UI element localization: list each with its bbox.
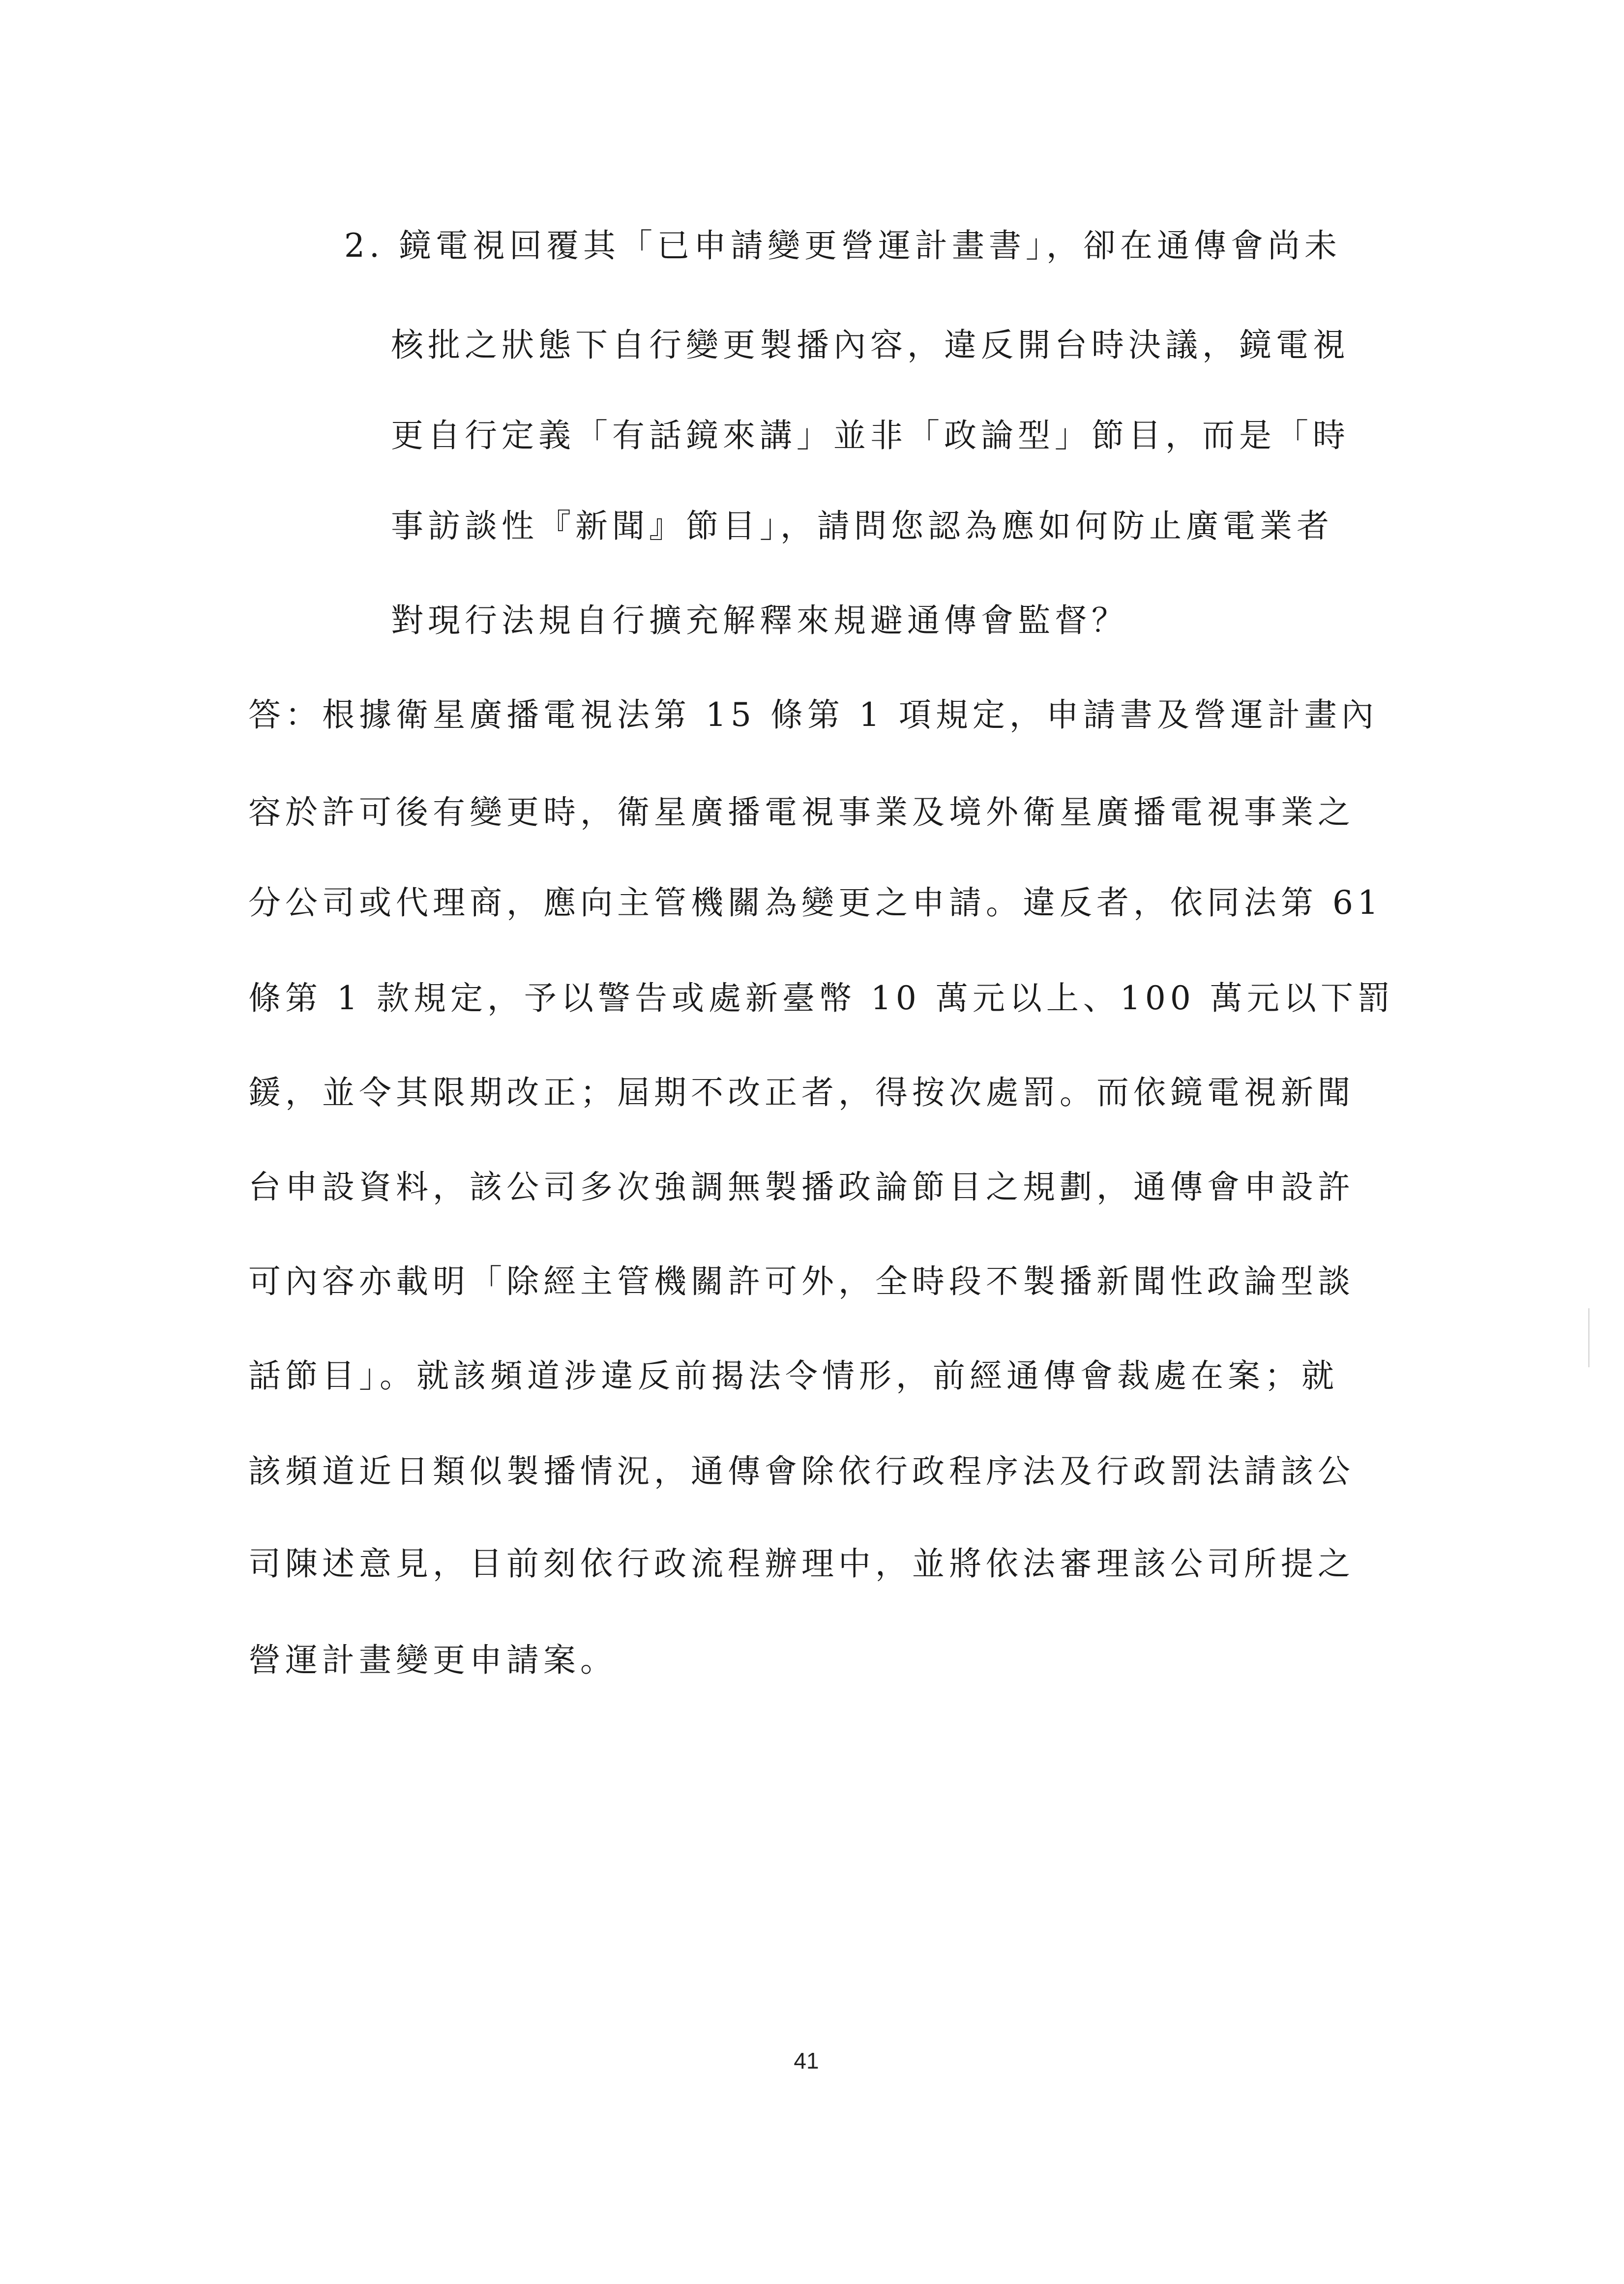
- question-line: 更自行定義「有話鏡來講」並非「政論型」節目，而是「時: [391, 417, 1350, 454]
- answer-line: 司陳述意見，目前刻依行政流程辦理中，並將依法審理該公司所提之: [248, 1545, 1355, 1583]
- answer-line: 答：根據衛星廣播電視法第 15 條第 1 項規定，申請書及營運計畫內: [248, 696, 1378, 734]
- answer-line: 容於許可後有變更時，衛星廣播電視事業及境外衛星廣播電視事業之: [248, 793, 1355, 831]
- answer-line: 營運計畫變更申請案。: [248, 1641, 617, 1679]
- answer-line: 條第 1 款規定，予以警告或處新臺幣 10 萬元以上、100 萬元以下罰: [248, 979, 1394, 1017]
- answer-line: 話節目」。就該頻道涉違反前揭法令情形，前經通傳會裁處在案；就: [248, 1357, 1338, 1395]
- question-line: 事訪談性『新聞』節目」，請問您認為應如何防止廣電業者: [391, 507, 1333, 545]
- answer-line: 台申設資料，該公司多次強調無製播政論節目之規劃，通傳會申設許: [248, 1168, 1355, 1206]
- answer-line: 該頻道近日類似製播情況，通傳會除依行政程序法及行政罰法請該公: [248, 1452, 1355, 1490]
- answer-line: 鍰，並令其限期改正；屆期不改正者，得按次處罰。而依鏡電視新聞: [248, 1074, 1355, 1112]
- question-line: 對現行法規自行擴充解釋來規避通傳會監督？: [391, 601, 1128, 639]
- answer-line: 分公司或代理商，應向主管機關為變更之申請。違反者，依同法第 61: [248, 884, 1383, 922]
- question-line: 2. 鏡電視回覆其「已申請變更營運計畫書」，卻在通傳會尚未: [344, 227, 1341, 265]
- page-number: 41: [794, 2048, 819, 2074]
- scan-artifact: [1588, 1308, 1590, 1367]
- question-line: 核批之狀態下自行變更製播內容，違反開台時決議，鏡電視: [391, 326, 1350, 364]
- answer-line: 可內容亦載明「除經主管機關許可外，全時段不製播新聞性政論型談: [248, 1262, 1355, 1300]
